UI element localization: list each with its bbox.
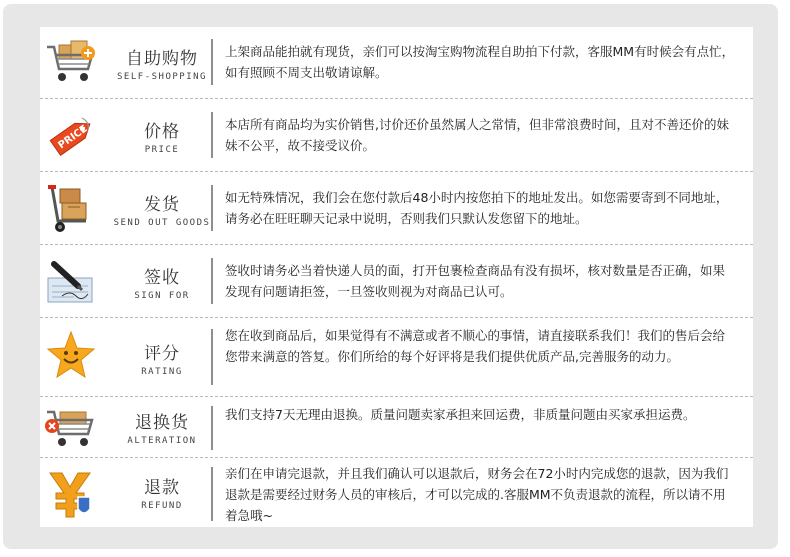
price-tag-icon: [44, 110, 98, 164]
row-separator: [40, 244, 753, 245]
svg-text:PRICE: PRICE: [56, 123, 90, 152]
guide-row-self-shopping: [40, 27, 753, 99]
section-description: 本店所有商品均为实价销售,讨价还价虽然属人之常情，但非常浪费时间，且对不善还价的妹妹不公平，故不接受议价。: [225, 117, 729, 153]
divider: [211, 185, 213, 231]
guide-row-alteration: [40, 398, 753, 458]
guide-row-refund: [40, 459, 753, 527]
section-description: 如无特殊情况，我们会在您付款后48小时内按您拍下的地址发出。如您需要寄到不同地址，请务必在旺旺聊天记录中说明，否则我们只默认发您留下的地址。: [225, 190, 729, 226]
section-subtitle: SIGN FOR: [134, 291, 190, 301]
section-description: 亲们在申请完退款，并且我们确认可以退款后，财务会在72小时内完成您的退款，因为我们退款是需要经过财务人员的审核后，才可以完成的.客服MM不负责退款的流程，所以请不用着急哦~: [225, 466, 729, 523]
guide-row-price: [40, 100, 753, 172]
row-separator: [40, 396, 753, 397]
section-title: 退款: [144, 478, 180, 498]
section-subtitle: RATING: [141, 367, 183, 377]
section-title: 评分: [144, 344, 180, 364]
divider: [211, 112, 213, 158]
section-description: 上架商品能拍就有现货，亲们可以按淘宝购物流程自助拍下付款，客服MM有时候会有点忙，如有照顾不周支出敬请谅解。: [225, 44, 735, 80]
section-subtitle: ALTERATION: [127, 436, 197, 446]
smiling-star-icon: [44, 329, 98, 383]
section-title: 自助购物: [126, 49, 198, 69]
divider: [211, 258, 213, 304]
section-subtitle: SEND OUT GOODS: [113, 218, 211, 228]
divider: [211, 39, 213, 85]
section-title: 退换货: [135, 413, 189, 433]
shopping-guide-panel: [40, 27, 753, 527]
pen-signature-icon: [44, 256, 98, 310]
row-separator: [40, 171, 753, 172]
section-title: 签收: [144, 268, 180, 288]
row-separator: [40, 98, 753, 99]
outer-frame: [3, 4, 778, 549]
guide-row-rating: [40, 319, 753, 397]
section-title: 价格: [144, 122, 180, 142]
section-subtitle: REFUND: [141, 501, 183, 511]
section-description: 签收时请务必当着快递人员的面，打开包裹检查商品有没有损坏，核对数量是否正确，如果发现有问题请拒签，一旦签收则视为对商品已认可。: [225, 263, 726, 299]
section-subtitle: SELF-SHOPPING: [117, 72, 207, 82]
section-description: 您在收到商品后，如果觉得有不满意或者不顺心的事情，请直接联系我们！我们的售后会给您带来满意的答复。你们所给的每个好评将是我们提供优质产品,完善服务的动力。: [225, 328, 726, 364]
guide-row-send-out-goods: [40, 173, 753, 245]
hand-truck-boxes-icon: [44, 183, 98, 237]
row-separator: [40, 457, 753, 458]
divider: [211, 467, 213, 521]
shopping-cart-remove-icon: [44, 402, 98, 456]
guide-row-sign-for: [40, 246, 753, 318]
section-description: 我们支持7天无理由退换。质量问题卖家承担来回运费，非质量问题由买家承担运费。: [225, 407, 696, 422]
divider: [211, 406, 213, 450]
divider: [211, 329, 213, 385]
section-subtitle: PRICE: [144, 145, 180, 155]
yuan-shield-icon: [44, 467, 98, 521]
shopping-cart-plus-icon: [44, 37, 98, 91]
row-separator: [40, 317, 753, 318]
section-title: 发货: [144, 195, 180, 215]
